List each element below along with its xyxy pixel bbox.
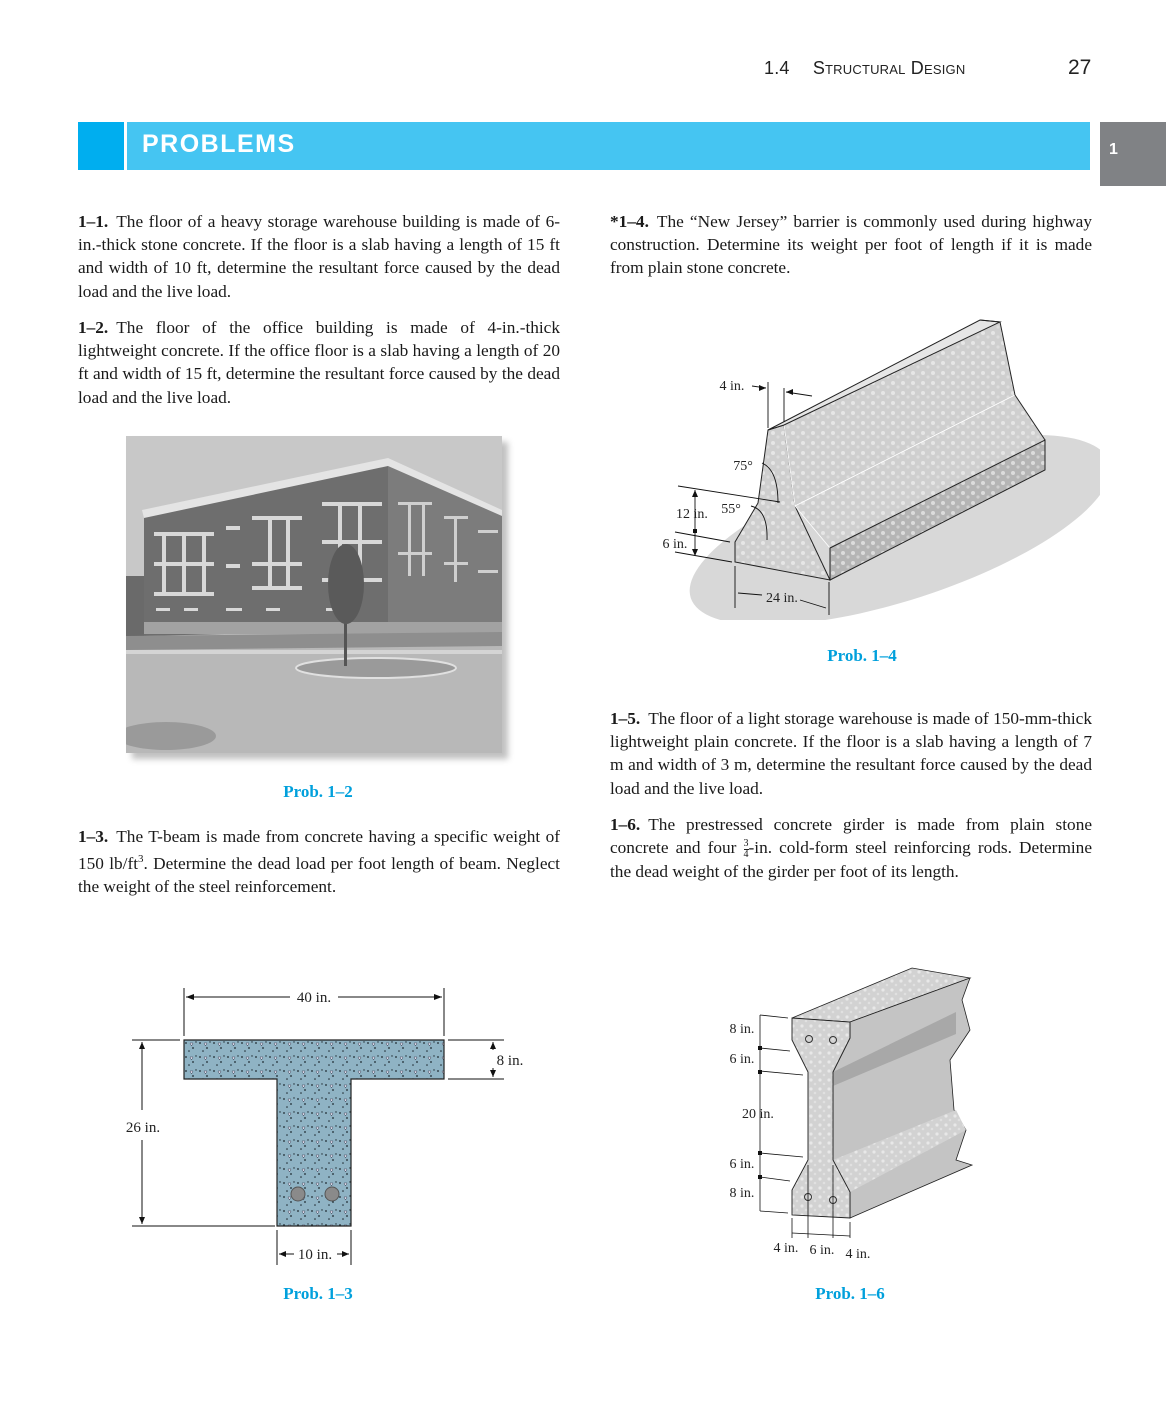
section-title: Structural Design	[812, 58, 966, 78]
dim-web-height: 20 in.	[742, 1107, 774, 1122]
problem-1-2	[78, 316, 560, 409]
problem-1-4	[610, 210, 1092, 280]
problem-text: The “New Jersey” barrier is commonly used during highway construction. Determine its weight per foot of length if it is made from plain stone concrete.	[610, 212, 1092, 278]
caption-prob-1-2: Prob. 1–2	[283, 782, 353, 801]
problem-number: 1–2.	[78, 318, 109, 337]
dim-height: 26 in.	[125, 1120, 161, 1136]
problem-1-6	[610, 813, 1092, 883]
t-beam-figure	[100, 970, 540, 1270]
dim-h-lower: 6 in.	[662, 537, 688, 552]
problem-1-3	[78, 825, 560, 898]
dim-h-upper: 12 in.	[676, 507, 708, 522]
problem-1-5	[610, 707, 1092, 800]
dim-w2: 6 in.	[809, 1243, 835, 1258]
problem-1-1	[78, 210, 560, 303]
new-jersey-barrier-figure	[650, 310, 1100, 620]
dim-top: 4 in.	[719, 379, 745, 394]
dim-top-taper: 6 in.	[729, 1052, 755, 1067]
dim-w3: 4 in.	[845, 1247, 871, 1262]
chapter-tab	[1100, 122, 1166, 186]
problem-number: 1–3.	[78, 827, 109, 846]
building-photo	[126, 436, 502, 753]
dim-width: 40 in.	[296, 990, 332, 1006]
problem-text: The T-beam is made from concrete having a specific weight of 150 lb/ft	[78, 827, 560, 873]
dim-bottom-flange: 8 in.	[729, 1186, 755, 1201]
chapter-tab-label: 1	[1109, 141, 1118, 158]
prestressed-girder-figure	[700, 960, 1000, 1270]
dim-top-flange: 8 in.	[729, 1022, 755, 1037]
problem-number: 1–1.	[78, 212, 109, 231]
fraction: $\frac{3}{4}$	[743, 837, 749, 860]
banner-title: PROBLEMS	[142, 130, 296, 158]
problem-text: The floor of a heavy storage warehouse building is made of 6-in.-thick stone concrete. If the floor is a slab having a length of 15 ft and width of 10 ft, determine the resultant force caused by the dead load and the live load.	[78, 212, 560, 301]
angle-upper: 75°	[733, 459, 753, 474]
angle-lower: 55°	[721, 502, 741, 517]
banner-square	[78, 122, 124, 170]
problem-number: 1–6.	[610, 815, 641, 834]
dim-web: 10 in.	[297, 1247, 333, 1263]
caption-prob-1-3: Prob. 1–3	[283, 1284, 353, 1303]
dim-bottom-taper: 6 in.	[729, 1157, 755, 1172]
problem-number: 1–5.	[610, 709, 641, 728]
dim-base: 24 in.	[766, 591, 798, 606]
caption-prob-1-4: Prob. 1–4	[827, 646, 897, 665]
running-header	[764, 58, 965, 79]
page-number: 27	[1068, 56, 1092, 79]
section-number: 1.4	[764, 58, 790, 78]
problem-text: The floor of the office building is made of 4-in.-thick lightweight concrete. If the office floor is a slab having a length of 20 ft and width of 15 ft, determine the resultant force caused by the dead load and the live load.	[78, 318, 560, 407]
problem-text: The floor of a light storage warehouse is made of 150-mm-thick lightweight plain concrete. If the floor is a slab having a length of 7 m and width of 3 m, determine the resultant force caused by the dead load and the live load.	[610, 709, 1092, 798]
dim-w1: 4 in.	[773, 1241, 799, 1256]
problem-text-cont: -in. cold-form steel reinforcing rods. Determine the dead weight of the girder per foot of its length.	[610, 838, 1092, 881]
problem-text-cont: . Determine the dead load per foot length of beam. Neglect the weight of the steel reinforcement.	[78, 853, 560, 897]
dim-flange: 8 in.	[496, 1053, 524, 1069]
caption-prob-1-6: Prob. 1–6	[815, 1284, 885, 1303]
problem-text: The prestressed concrete girder is made from plain stone concrete and four	[610, 815, 1092, 858]
problem-number: *1–4.	[610, 212, 649, 231]
superscript: 3	[138, 853, 144, 866]
